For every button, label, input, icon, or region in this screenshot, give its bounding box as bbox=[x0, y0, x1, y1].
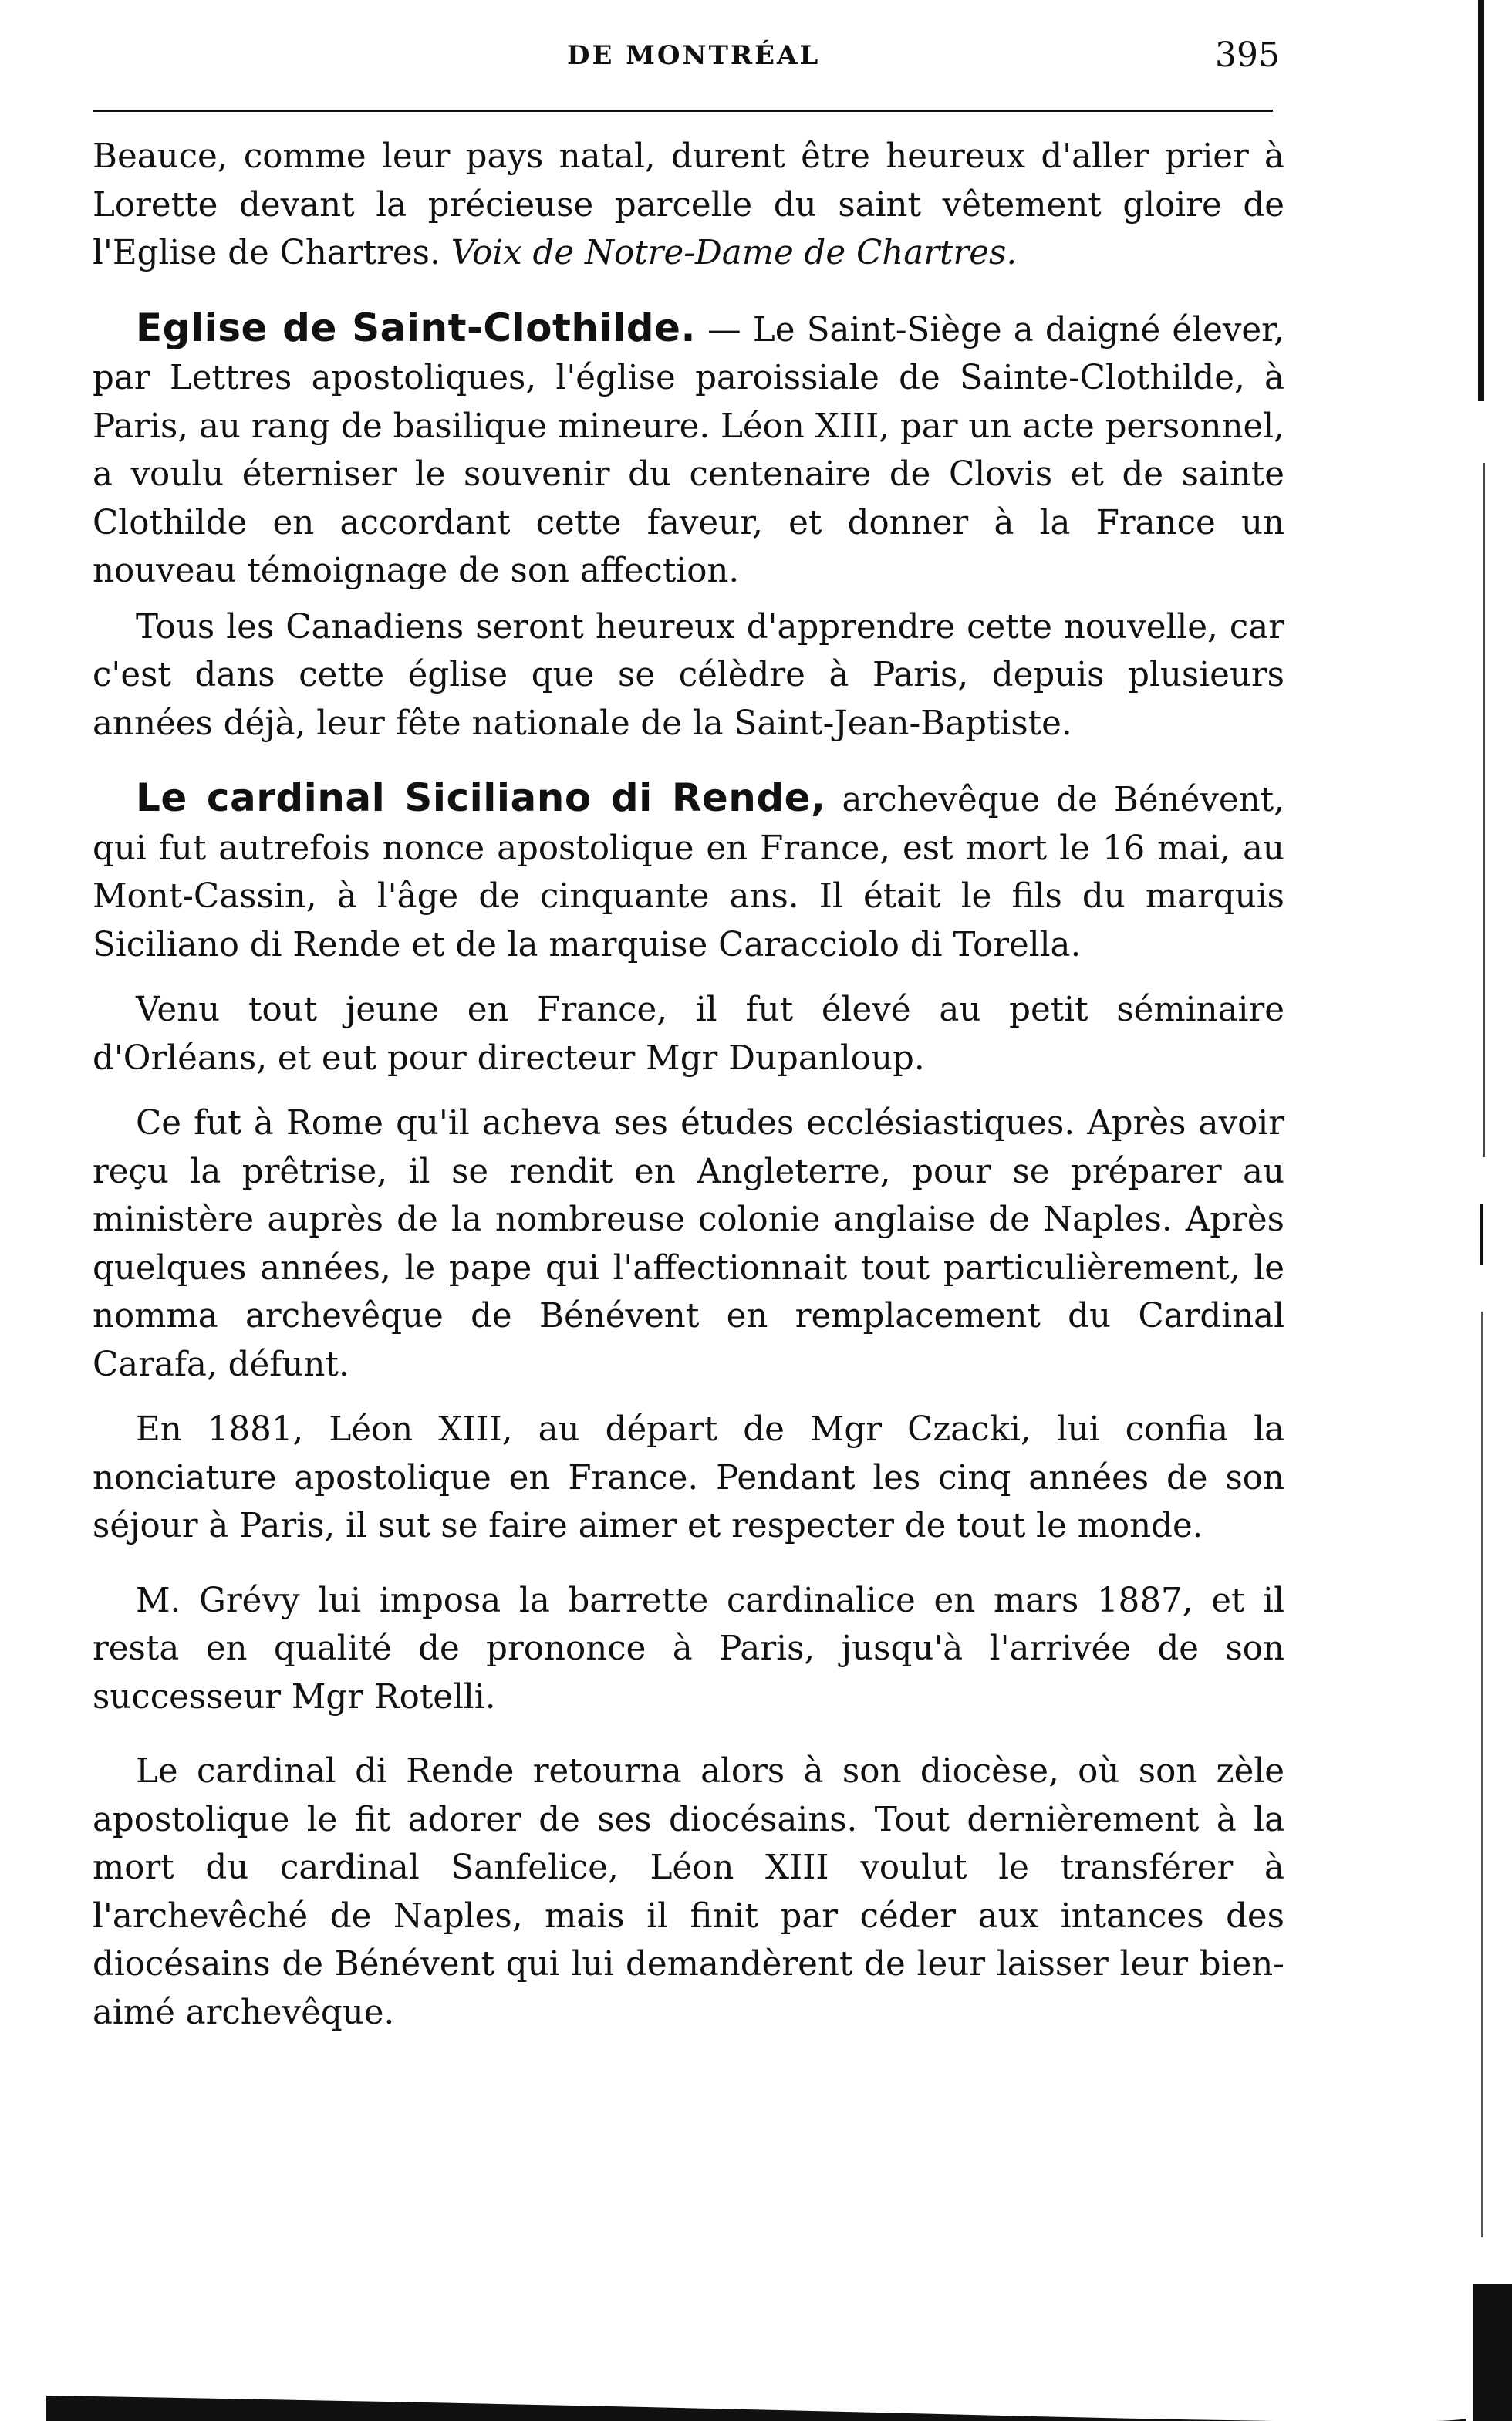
paragraph-grevy-text: M. Grévy lui imposa la barrette cardinalice en mars 1887, et il resta en qualité de prononce à Paris, jusqu'à l'arrivée de son successeur Mgr Rotelli. bbox=[93, 1581, 1284, 1717]
paragraph-chartres bbox=[93, 133, 1284, 278]
paragraph-orleans bbox=[93, 986, 1284, 1082]
edge-bar-bottom bbox=[1473, 2284, 1512, 2421]
running-title: DE MONTRÉAL bbox=[567, 40, 821, 71]
source-citation: Voix de Notre-Dame de Chartres. bbox=[451, 234, 1018, 272]
paragraph-nonciature bbox=[93, 1406, 1284, 1551]
paragraph-cardinal-rende bbox=[93, 774, 1284, 969]
paragraph-cardinal-rende-text: archevêque de Bénévent, qui fut autrefois nonce apostolique en France, est mort le 16 mai, au Mont-Cassin, à l'âge de cinquante ans. Il était le fils du marquis Siciliano di Rende et de la marquise Caracciolo di Torella. bbox=[93, 781, 1284, 964]
edge-line-mid bbox=[1483, 463, 1485, 1157]
paragraph-rome-text: Ce fut à Rome qu'il acheva ses études ecclésiastiques. Après avoir reçu la prêtrise, il se rendit en Angleterre, pour se préparer au ministère auprès de la nombreuse colonie anglaise de Naples. Après quelques années, le pape qui l'affectionnait tout particulièrement, le nomma archevêque de Bénévent en remplacement du Cardinal Carafa, défunt. bbox=[93, 1104, 1284, 1384]
paragraph-rome bbox=[93, 1099, 1284, 1389]
paragraph-orleans-text: Venu tout jeune en France, il fut élevé au petit séminaire d'Orléans, et eut pour directeur Mgr Dupanloup. bbox=[93, 991, 1284, 1078]
body-text bbox=[93, 133, 1284, 2037]
paragraph-canadiens-text: Tous les Canadiens seront heureux d'apprendre cette nouvelle, car c'est dans cette église que se célèdre à Paris, depuis plusieurs années déjà, leur fête nationale de la Saint-Jean-Baptiste. bbox=[93, 607, 1284, 743]
paragraph-naples bbox=[93, 1747, 1284, 2037]
paragraph-grevy bbox=[93, 1577, 1284, 1722]
paragraph-sainte-clothilde-text: — Le Saint-Siège a daigné élever, par Lettres apostoliques, l'église paroissiale de Sainte-Clothilde, à Paris, au rang de basilique mineure. Léon XIII, par un acte personnel, a voulu éterniser le souvenir du centenaire de Clovis et de sainte Clothilde en accordant cette faveur, et donner à la France un nouveau témoignage de son affection. bbox=[93, 310, 1284, 590]
running-head bbox=[0, 35, 1512, 86]
page-number: 395 bbox=[1215, 35, 1280, 75]
header-rule bbox=[93, 110, 1273, 112]
edge-bar-top bbox=[1478, 0, 1484, 401]
paragraph-canadiens bbox=[93, 603, 1284, 748]
scan-edge-shadow bbox=[1450, 0, 1512, 2421]
paragraph-sainte-clothilde bbox=[93, 304, 1284, 596]
section-heading-cardinal-rende: Le cardinal Siciliano di Rende, bbox=[136, 775, 826, 820]
section-heading-sainte-clothilde: Eglise de Saint-Clothilde. bbox=[136, 305, 696, 350]
paragraph-chartres-text: Beauce, comme leur pays natal, durent être heureux d'aller prier à Lorette devant la précieuse parcelle du saint vêtement gloire de l'Eglise de Chartres. bbox=[93, 137, 1284, 272]
paragraph-naples-text: Le cardinal di Rende retourna alors à son diocèse, où son zèle apostolique le fit adorer de ses diocésains. Tout dernièrement à la mort du cardinal Sanfelice, Léon XIII voulut le transférer à l'archevêché de Naples, mais il finit par céder aux intances des diocésains de Bénévent qui lui demandèrent de leur laisser leur bien-aimé archevêque. bbox=[93, 1752, 1284, 2032]
edge-bar-mark bbox=[1480, 1204, 1483, 1265]
scan-bottom-edge bbox=[46, 2372, 1466, 2421]
bottom-edge-shadow bbox=[46, 2396, 1466, 2421]
edge-line-lower bbox=[1481, 1312, 1483, 2237]
paragraph-nonciature-text: En 1881, Léon XIII, au départ de Mgr Czacki, lui confia la nonciature apostolique en France. Pendant les cinq années de son séjour à Paris, il sut se faire aimer et respecter de tout le monde. bbox=[93, 1410, 1284, 1545]
